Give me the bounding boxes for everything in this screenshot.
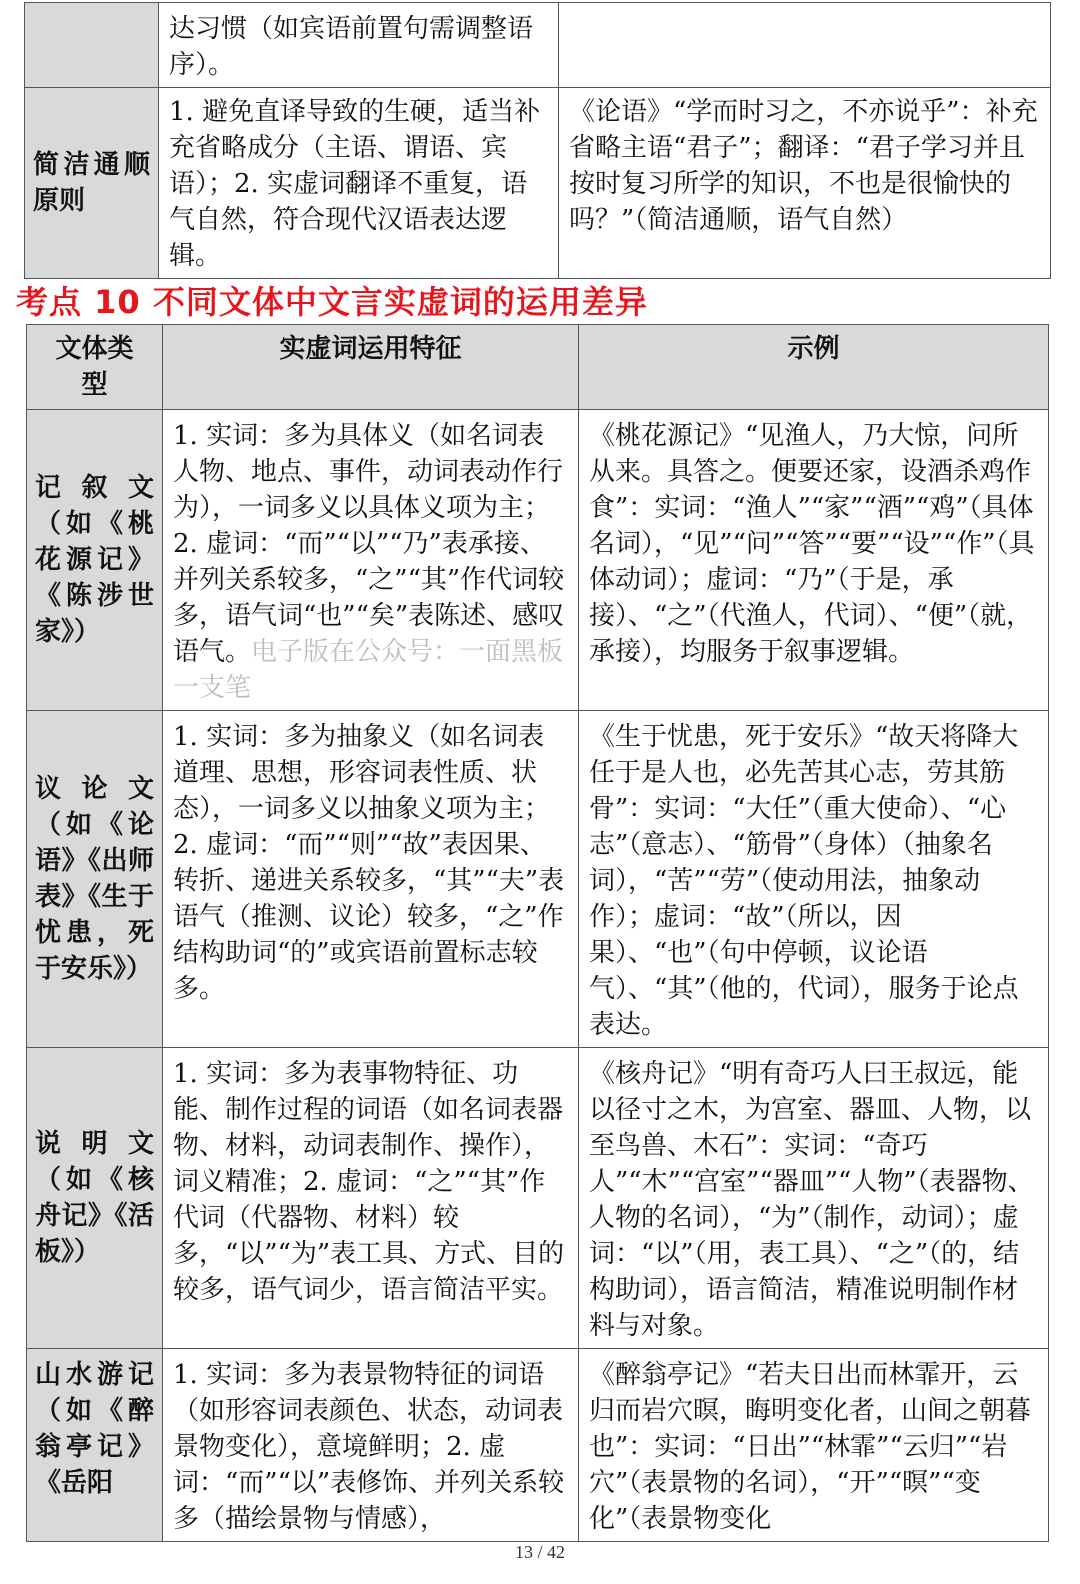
watermark-text: 电子版在公众号：一面黑板一支笔 (173, 637, 564, 703)
feature-cell (163, 410, 579, 711)
example-cell: 《生于忧患，死于安乐》“故天将降大任于是人也，必先苦其心志，劳其筋骨”：实词：“大任”（重大使命）、“心志”（意志）、“筋骨”（身体）（抽象名词），“苦”“劳”（使动用法，抽象动作）；虚词：“故”（所以，因果）、“也”（句中停顿，议论语气）、“其”（他的，代词），服务于论点表达。 (579, 711, 1049, 1048)
category-cell: 山水游记（如《醉翁亭记》《岳阳 (27, 1349, 163, 1542)
feature-cell: 1. 实词：多为表景物特征的词语（如形容词表颜色、状态，动词表景物变化），意境鲜明；2. 虚词：“而”“以”表修饰、并列关系较多（描绘景物与情感）， (163, 1349, 579, 1542)
example-cell: 《醉翁亭记》“若夫日出而林霏开，云归而岩穴暝，晦明变化者，山间之朝暮也”：实词：“日出”“林霏”“云归”“岩穴”（表景物的名词），“开”“暝”“变化”（表景物变化 (579, 1349, 1049, 1542)
page-number: 13 / 42 (514, 1542, 565, 1562)
feature-cell: 达习惯（如宾语前置句需调整语序）。 (159, 3, 559, 88)
header-feature: 实虚词运用特征 (163, 325, 579, 410)
table-row (27, 1048, 1049, 1349)
category-cell: 说明文（如《核舟记》《活板》） (27, 1048, 163, 1349)
feature-cell: 1. 实词：多为表事物特征、功能、制作过程的词语（如名词表器物、材料，动词表制作、操作），词义精准；2. 虚词：“之”“其”作代词（代器物、材料）较多，“以”“为”表工具、方式、目的较多，语气词少，语言简洁平实。 (163, 1048, 579, 1349)
table-row (25, 88, 1051, 279)
section-heading: 考点 10 不同文体中文言实虚词的运用差异 (16, 283, 648, 321)
table-row (27, 410, 1049, 711)
category-cell: 记叙文（如《桃花源记》《陈涉世家》） (27, 410, 163, 711)
example-cell (559, 3, 1051, 88)
table-row (27, 1349, 1049, 1542)
example-cell: 《核舟记》“明有奇巧人曰王叔远，能以径寸之木，为宫室、器皿、人物，以至鸟兽、木石”：实词：“奇巧人”“木”“宫室”“器皿”“人物”（表器物、人物的名词），“为”（制作，动词）；虚词：“以”（用，表工具）、“之”（的，结构助词），语言简洁，精准说明制作材料与对象。 (579, 1048, 1049, 1349)
continued-table (24, 2, 1051, 279)
header-example: 示例 (579, 325, 1049, 410)
header-genre: 文体类型 (27, 325, 163, 410)
category-cell: 议论文（如《论语》《出师表》《生于忧患，死于安乐》） (27, 711, 163, 1048)
category-cell: 简洁通顺原则 (25, 88, 159, 279)
genre-comparison-table (26, 324, 1049, 1542)
feature-cell: 1. 实词：多为抽象义（如名词表道理、思想，形容词表性质、状态），一词多义以抽象义项为主；2. 虚词：“而”“则”“故”表因果、转折、递进关系较多，“其”“夫”表语气（推测、议论）较多，“之”作结构助词“的”或宾语前置标志较多。 (163, 711, 579, 1048)
example-cell: 《论语》“学而时习之，不亦说乎”：补充省略主语“君子”；翻译：“君子学习并且按时复习所学的知识，不也是很愉快的吗？”（简洁通顺，语气自然） (559, 88, 1051, 279)
table-row (25, 3, 1051, 88)
table-row (27, 711, 1049, 1048)
table-header-row (27, 325, 1049, 410)
feature-cell: 1. 避免直译导致的生硬，适当补充省略成分（主语、谓语、宾语）；2. 实虚词翻译不重复，语气自然，符合现代汉语表达逻辑。 (159, 88, 559, 279)
feature-text: 1. 实词：多为具体义（如名词表人物、地点、事件，动词表动作行为），一词多义以具体义项为主；2. 虚词：“而”“以”“乃”表承接、并列关系较多，“之”“其”作代词较多，语气词“也”“矣”表陈述、感叹语气。 (173, 421, 565, 667)
category-cell (25, 3, 159, 88)
example-cell: 《桃花源记》“见渔人，乃大惊，问所从来。具答之。便要还家，设酒杀鸡作食”：实词：“渔人”“家”“酒”“鸡”（具体名词），“见”“问”“答”“要”“设”“作”（具体动词）；虚词：“乃”（于是，承接）、“之”（代渔人，代词）、“便”（就，承接），均服务于叙事逻辑。 (579, 410, 1049, 711)
